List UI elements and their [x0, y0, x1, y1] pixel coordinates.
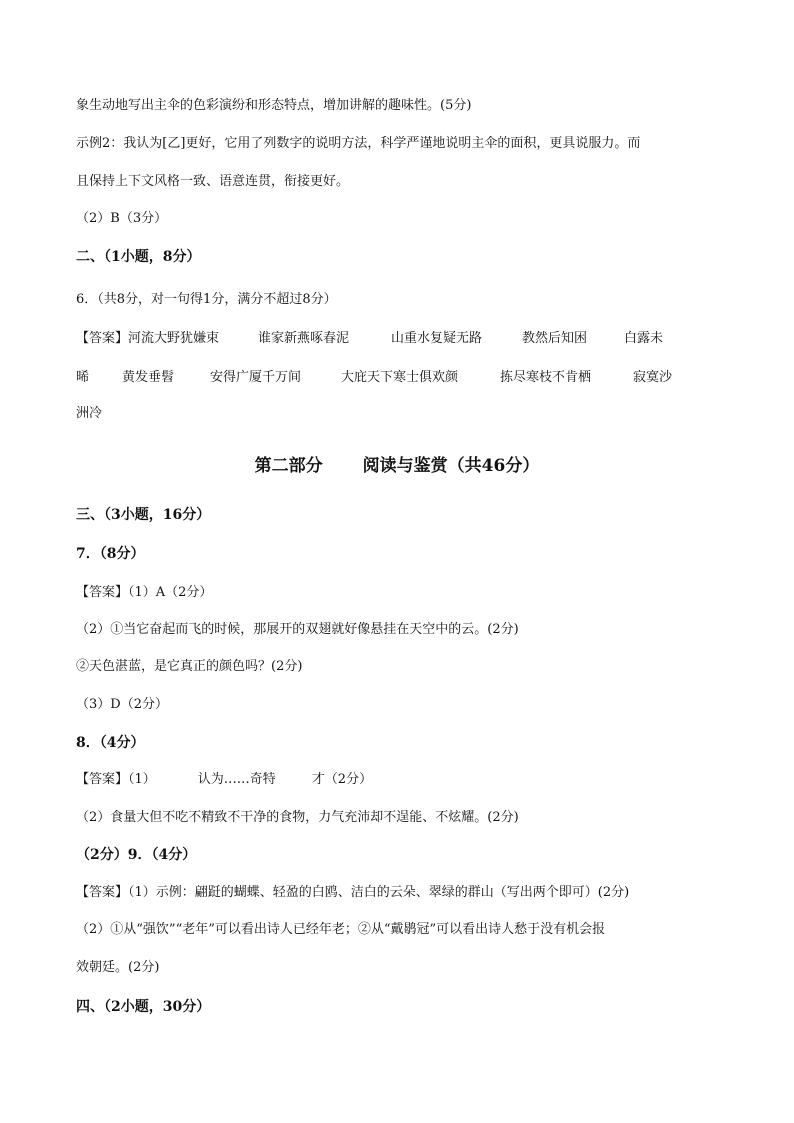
question-7: 7．（8分）: [76, 546, 145, 562]
question-8: 8．（4分）: [76, 735, 145, 751]
answer-6-item: 寂寞沙: [633, 370, 673, 385]
answer-6-item: 教然后知困: [522, 331, 588, 346]
answer-6-item: 大庇天下寒士俱欢颜: [341, 370, 459, 385]
answer-7-1: 【答案】（1）A（2分）: [76, 585, 213, 600]
answer-9-1: 【答案】（1）示例：翩跹的蝴蝶、轻盈的白鸥、洁白的云朵、翠绿的群山（写出两个即可）(2分): [76, 885, 630, 900]
question-9: （2分）9．（4分）: [76, 847, 197, 863]
answer-8-1-prefix: 【答案】（1）: [76, 772, 156, 787]
answer-9-2: （2）①从“强饮”“老年”可以看出诗人已经年老；②从“戴鹖冠”可以看出诗人愁于没有机会报: [76, 922, 606, 937]
question-6: 6．（共8分，对一句得1分，满分不超过8分）: [76, 292, 337, 307]
answer-8-1-end: 才（2分）: [311, 772, 373, 787]
text-line-2: 示例2：我认为[乙]更好，它用了列数字的说明方法，科学严谨地说明主伞的面积，更具说服力。而: [76, 136, 641, 151]
section-heading-3: 三、（3小题，16分）: [76, 507, 211, 523]
answer-6-item: 黄发垂髫: [122, 370, 175, 385]
answer-6-item: 谁家新燕啄春泥: [258, 331, 350, 346]
answer-6-item: 安得广厦千万间: [210, 370, 302, 385]
answer-6-item: 洲冷: [76, 406, 103, 421]
answer-7-2: （2）①当它奋起而飞的时候，那展开的双翅就好像悬挂在天空中的云。(2分): [76, 622, 519, 637]
text-line-3: 且保持上下文风格一致、语意连贯，衔接更好。: [76, 174, 350, 189]
answer-6-item: 晞: [76, 370, 90, 385]
answer-9-2-b: 效朝廷。(2分): [76, 960, 160, 975]
answer-6-item: 白露未: [624, 331, 664, 346]
text-line-1: 象生动地写出主伞的色彩演纷和形态特点，增加讲解的趣味性。(5分): [76, 98, 472, 113]
answer-7-2-b: ②天色湛蓝，是它真正的颜色吗？(2分): [76, 659, 303, 674]
section-heading-2: 二、（1小题，8分）: [76, 249, 201, 265]
part-two-label: 第二部分: [254, 456, 323, 476]
answer-5-2: （2）B（3分）: [76, 211, 168, 226]
answer-6-item: 拣尽寒枝不肯栖: [500, 370, 592, 385]
answer-7-3: （3）D（2分）: [76, 697, 168, 712]
answer-6-item: 山重水复疑无路: [391, 331, 483, 346]
part-two-title: [0, 451, 794, 476]
answer-8-1: [76, 770, 372, 790]
answer-8-1-mid: 认为……奇特: [197, 772, 276, 787]
answer-6-prefix: 【答案】河流大野犹嫌束: [76, 331, 220, 346]
section-heading-4: 四、（2小题，30分）: [76, 999, 211, 1015]
part-two-subtitle: 阅读与鉴赏（共46分）: [362, 456, 540, 476]
answer-8-2: （2）食量大但不吃不精致不干净的食物，力气充沛却不逞能、不炫耀。(2分): [76, 810, 519, 825]
